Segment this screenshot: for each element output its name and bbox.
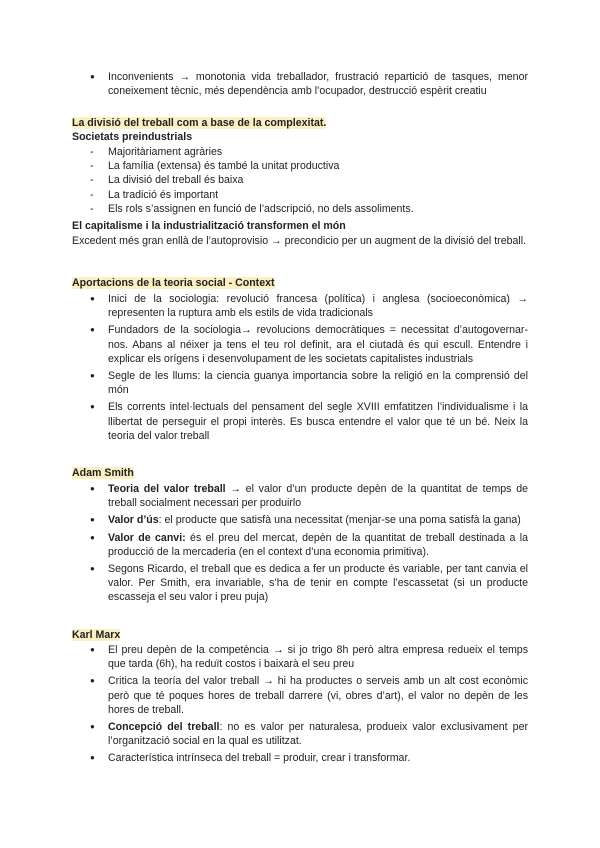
definition: és el preu del mercat, depèn de la quantitat de treball destinada a la producció de la mercaderia (en el context d’una economia primitiva). [108,531,528,558]
list-item: ● Segle de les llums: la ciencia guanya importancia sobre la religió en la comprensió del món [72,369,528,397]
social-theory-heading: Aportacions de la teoria social - Context [72,277,275,289]
definition: : no es valor per naturalesa, produeix valor exclusivament per l’organització social en la qual es utilitzat. [108,721,528,748]
definition: : el producte que satisfà una necessitat (menjar-se una poma satisfà la gana) [158,514,521,527]
karl-marx-heading: Karl Marx [72,629,121,641]
list-item: - Els rols s’assignen en funció de l’adscripció, no dels assoliments. [72,202,528,216]
term: Valor d’ús [108,514,159,527]
adam-smith-heading: Adam Smith [72,467,134,479]
intro-list [72,70,528,98]
term: Valor de canvi: [108,531,186,544]
list-item: ● Els corrents intel·lectuals del pensament del segle XVIII emfatitzen l’individualisme i la llibertat de perseguir el propi interès. Es busca entendre el valor que té un bé. Neix la teoria del valor treball [72,400,528,443]
list-item [72,531,528,559]
preindustrial-subheading: Societats preindustrials [72,131,193,143]
definition: El preu depèn de la competència → si jo trigo 8h però altra empresa redueix el temps que tarda (6h), ha reduït costos i baixarà el seu preu [108,644,528,671]
list-item [72,643,528,671]
list-item [72,513,528,527]
social-theory-list [72,292,528,443]
division-heading: La divisió del treball com a base de la complexitat. [72,117,327,129]
adam-smith-list [72,482,528,605]
list-item [72,562,528,605]
list-item: - La divisió del treball és baixa [72,173,528,187]
list-item [72,674,528,717]
list-item: ● Inici de la sociologia: revolució francesa (política) i anglesa (socioeconòmica) → representen la ruptura amb els estils de vida tradicionals [72,292,528,320]
list-item [72,720,528,748]
list-item: - La família (extensa) és també la unitat productiva [72,159,528,173]
list-item: - La tradició és important [72,188,528,202]
list-item: - Majoritàriament agràries [72,145,528,159]
capitalism-subheading: El capitalisme i la industrialització transformen el món [72,220,346,232]
definition: Característica intrínseca del treball = produir, crear i transformar. [108,752,411,765]
definition: Critica la teoría del valor treball → hi ha productes o serveis amb un alt cost econòmic però que té poques hores de treball darrere (vi, obres d’art), el valor no depèn de les hores de treball. [108,675,528,716]
definition: → el valor d’un producte depèn de la quantitat de temps de treball socialment necessari per produirlo [108,483,528,510]
preindustrial-list [72,145,528,216]
list-item [72,751,528,765]
karl-marx-list [72,643,528,766]
list-item: ● Inconvenients → monotonia vida treballador, frustració repartició de tasques, menor coneixement tècnic, més dependència amb l’ocupador, destrucció espèrit creatiu [72,70,528,98]
definition: Segons Ricardo, el treball que es dedica a fer un producte és variable, per tant canvia el valor. Per Smith, era invariable, s’ha de tenir en compte l’escassetat (si un producte escasseja el seu valor i preu puja) [108,563,528,604]
capitalism-paragraph: Excedent més gran enllà de l’autoprovisio → precondicio per un augment de la divisió del treball. [72,235,527,247]
term: Teoria del valor treball [108,483,226,495]
list-item [72,482,528,510]
term: Concepció del treball [108,721,220,734]
list-item: ● Fundadors de la sociologia→ revolucions democràtiques = necessitat d’autogovernar-nos. Abans al néixer ja tens el teu rol definit, ara el ciutadà és qui escull. Entendre i explicar els orígens i desenvolupament de les societats capitalistes industrials [72,323,528,366]
